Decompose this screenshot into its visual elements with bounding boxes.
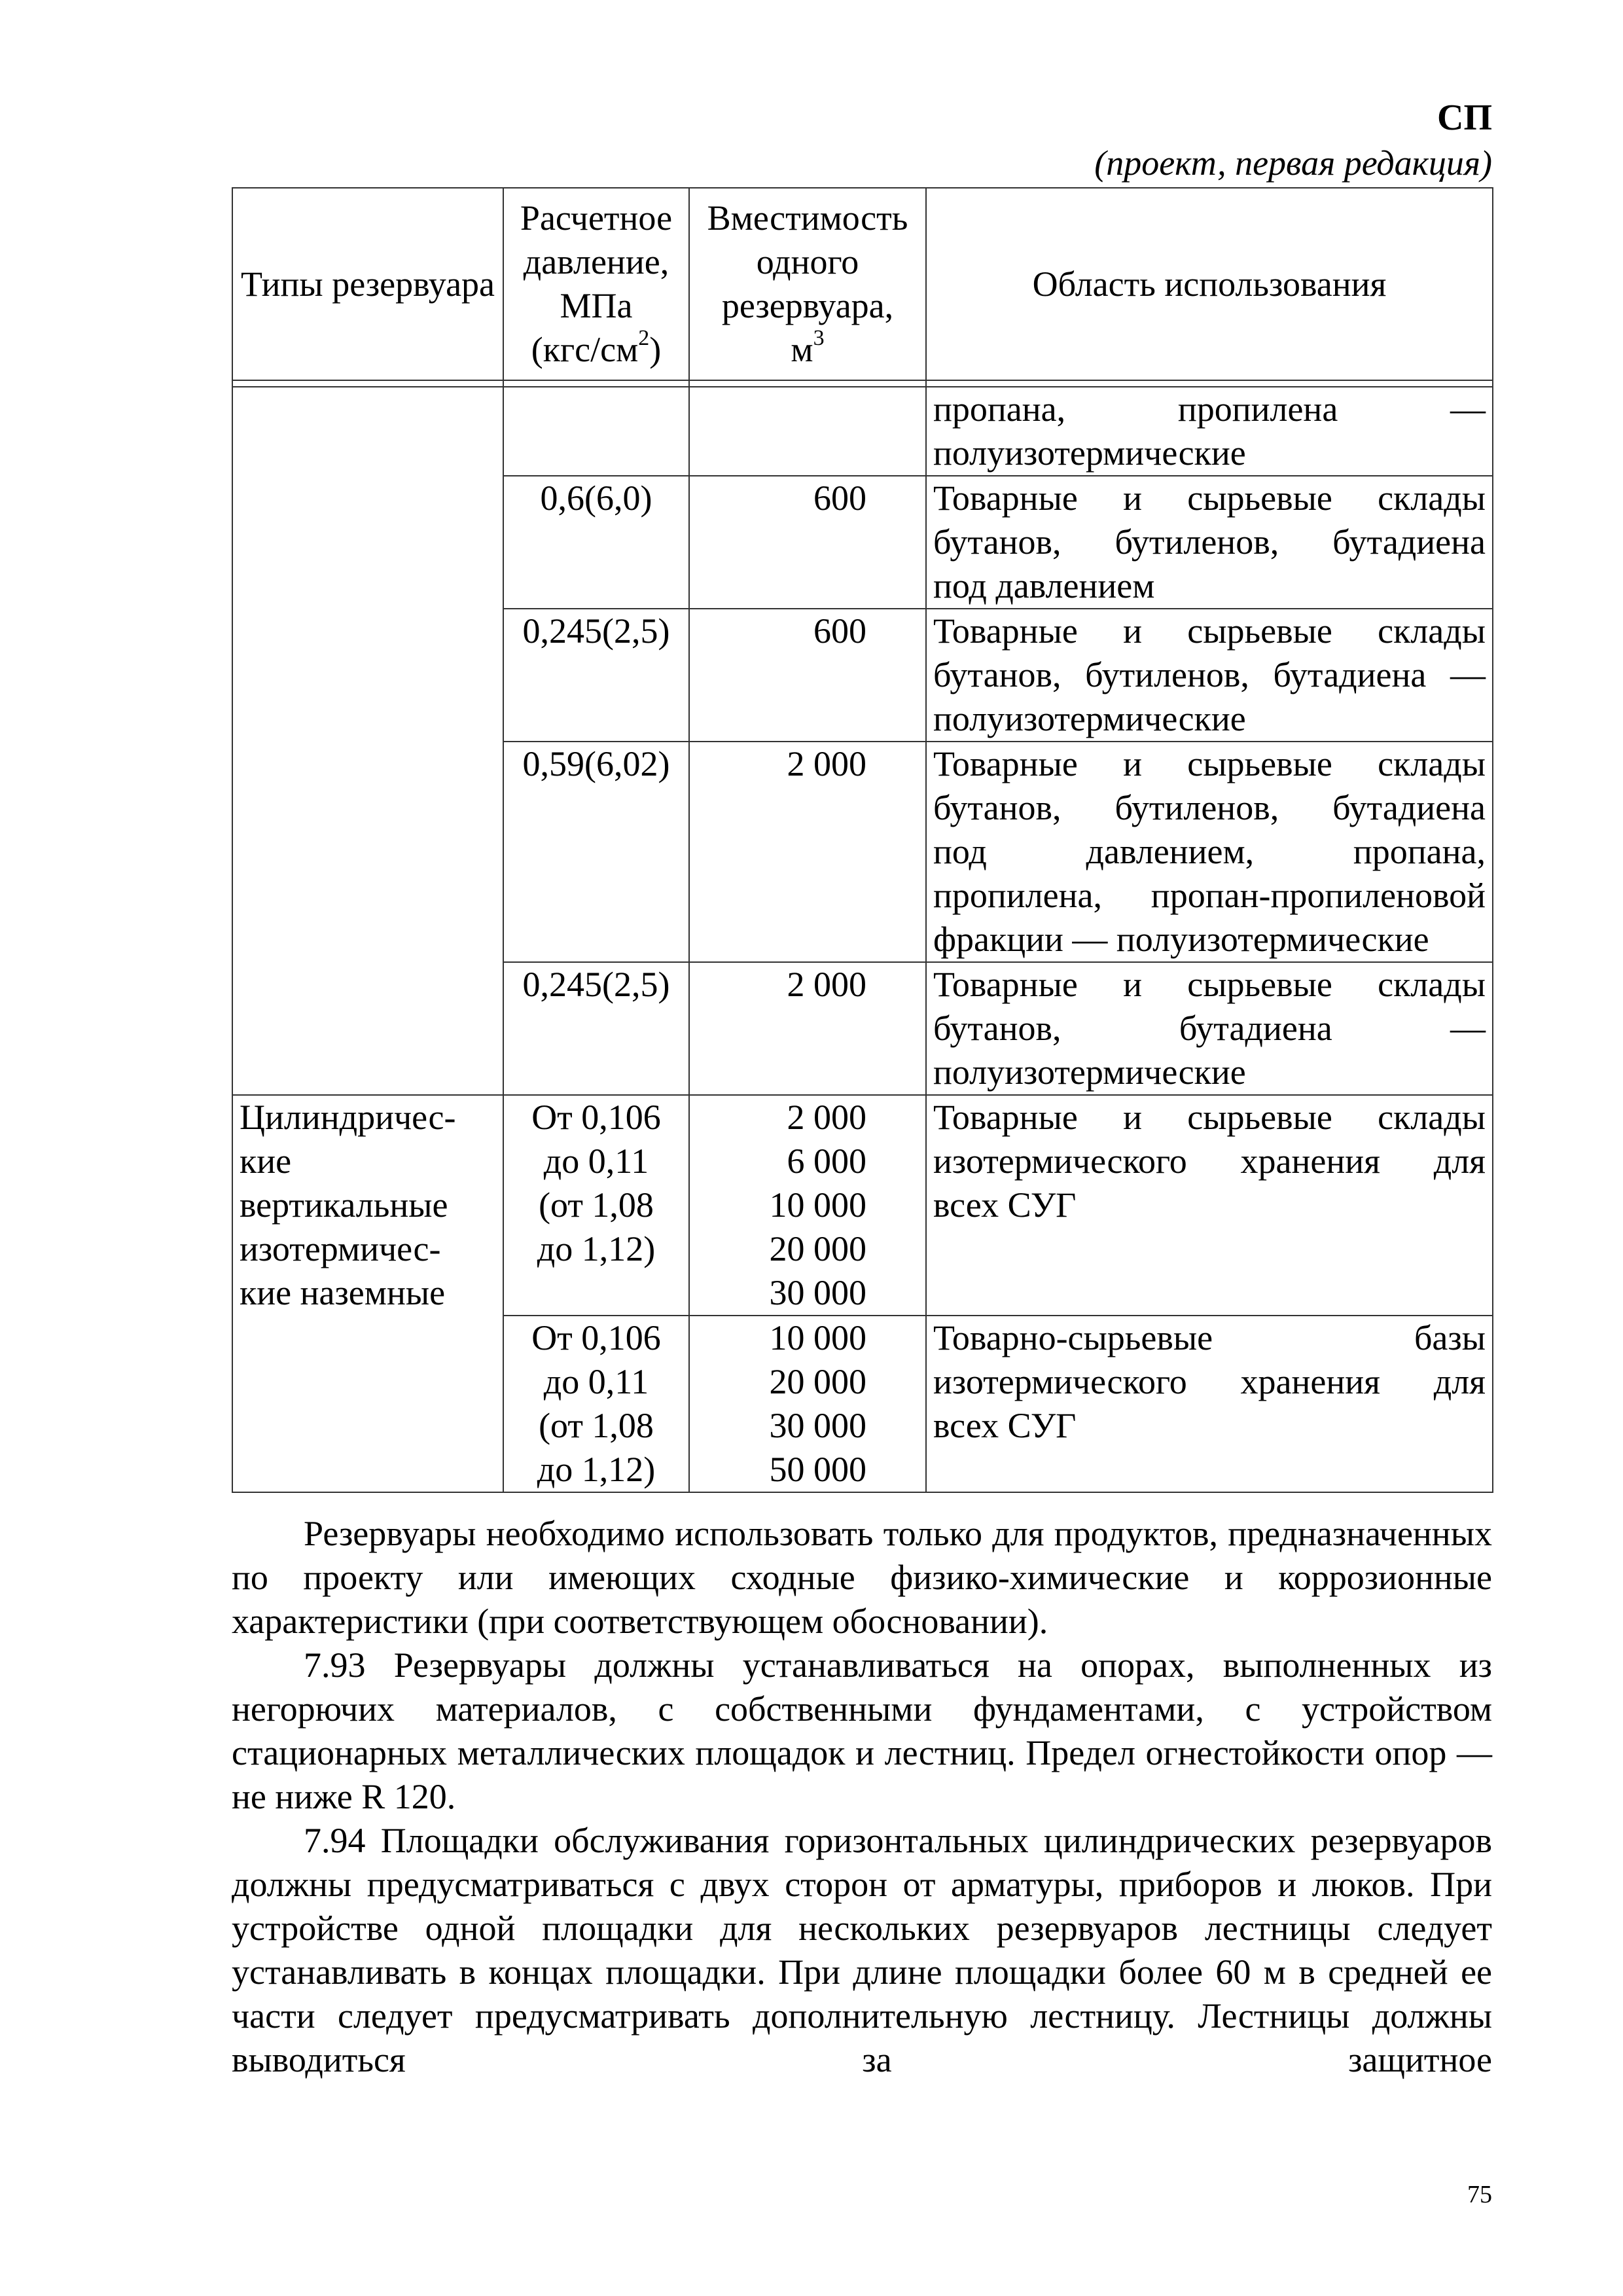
header-pressure: Расчетное давление, МПа $(кгс/см^2)$ bbox=[503, 188, 689, 380]
type-cell-cylindrical: Цилиндричес- кие вертикальные изотермичес- кие наземные bbox=[232, 1095, 503, 1492]
table-header-row bbox=[232, 188, 1493, 380]
area-cell: Товарно-сырьевые базы изотермического хранения для всех СУГ bbox=[926, 1316, 1493, 1492]
capacity-cell: 600 bbox=[689, 476, 926, 609]
header-separator bbox=[232, 380, 1493, 387]
capacity-cell: 600 bbox=[689, 609, 926, 742]
area-cell: пропана, пропилена — полуизотермические bbox=[926, 387, 1493, 476]
pressure-cell: 0,59(6,02) bbox=[503, 742, 689, 962]
type-cell-continued bbox=[232, 387, 503, 1095]
paragraph-7-93: 7.93 Резервуары должны устанавливаться на опорах, выполненных из негорючих материалов, с собственными фундаментами, с устройством стационарных металлических площадок и лестниц. Предел огнестойкости опор — не ниже R 120. bbox=[232, 1645, 1492, 1816]
document-code: СП bbox=[1437, 98, 1492, 138]
table-row bbox=[232, 387, 1493, 476]
body-text bbox=[232, 1512, 1492, 2082]
pressure-cell: 0,6(6,0) bbox=[503, 476, 689, 609]
capacity-cell: 2 000 bbox=[689, 742, 926, 962]
header-capacity: Вместимость одного резервуара, $м^3$ bbox=[689, 188, 926, 380]
pressure-cell: 0,245(2,5) bbox=[503, 962, 689, 1095]
area-cell: Товарные и сырьевые склады бутанов, бутиленов, бутадиена — полуизотермические bbox=[926, 609, 1493, 742]
document-subtitle: (проект, первая редакция) bbox=[1094, 143, 1492, 183]
page-number: 75 bbox=[1467, 2181, 1492, 2208]
capacity-cell: 2 000 bbox=[689, 962, 926, 1095]
capacity-cell bbox=[689, 387, 926, 476]
header-type: Типы резервуара bbox=[232, 188, 503, 380]
pressure-cell: 0,245(2,5) bbox=[503, 609, 689, 742]
header-area: Область использования bbox=[926, 188, 1493, 380]
tanks-table bbox=[232, 187, 1493, 1493]
pressure-cell bbox=[503, 387, 689, 476]
capacity-cell: 2 000 6 000 10 000 20 000 30 000 bbox=[689, 1095, 926, 1316]
paragraph: Резервуары необходимо использовать только для продуктов, предназначенных по проекту или имеющих сходные физико-химические и коррозионные характеристики (при соответствующем обосновании). bbox=[232, 1514, 1492, 1641]
pressure-cell: От 0,106 до 0,11 (от 1,08 до 1,12) bbox=[503, 1316, 689, 1492]
capacity-cell: 10 000 20 000 30 000 50 000 bbox=[689, 1316, 926, 1492]
area-cell: Товарные и сырьевые склады бутанов, бутиленов, бутадиена под давлением bbox=[926, 476, 1493, 609]
pressure-cell: От 0,106 до 0,11 (от 1,08 до 1,12) bbox=[503, 1095, 689, 1316]
paragraph-7-94: 7.94 Площадки обслуживания горизонтальных цилиндрических резервуаров должны предусматриваться с двух сторон от арматуры, приборов и люков. При устройстве одной площадки для нескольких резервуаров лестницы следует устанавливать в концах площадки. При длине площадки более 60 м в средней ее части следует предусматривать дополнительную лестницу. Лестницы должны выводиться за защитное bbox=[232, 1821, 1492, 2079]
area-cell: Товарные и сырьевые склады изотермического хранения для всех СУГ bbox=[926, 1095, 1493, 1316]
table-row bbox=[232, 1095, 1493, 1316]
area-cell: Товарные и сырьевые склады бутанов, бутадиена — полуизотермические bbox=[926, 962, 1493, 1095]
area-cell: Товарные и сырьевые склады бутанов, бутиленов, бутадиена под давлением, пропана, пропилена, пропан-пропиленовой фракции — полуизотермические bbox=[926, 742, 1493, 962]
